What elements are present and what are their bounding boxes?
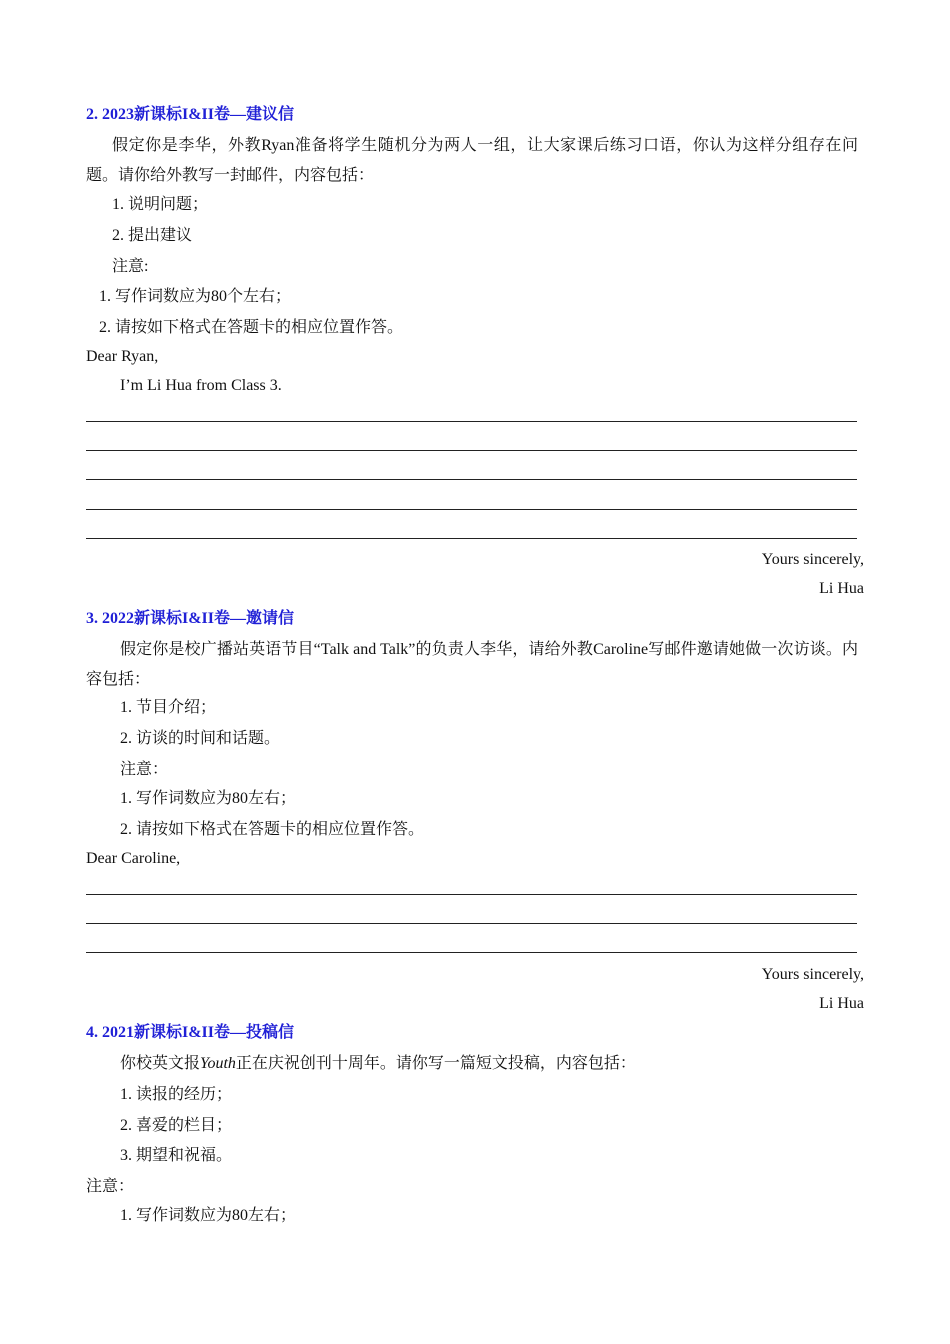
section-4-heading: 4. 2021新课标I&II卷—投稿信 bbox=[86, 1024, 295, 1041]
section-4-item-1: 1. 读报的经历； bbox=[120, 1086, 233, 1103]
section-2-closing: Yours sincerely, bbox=[761, 551, 864, 568]
section-2-signature: Li Hua bbox=[819, 580, 864, 597]
answer-line bbox=[86, 450, 857, 451]
section-3-prompt: 假定你是校广播站英语节目“Talk and Talk”的负责人李华，请给外教Caroline写邮件邀请她做一次访谈。内容包括： bbox=[86, 641, 858, 688]
section-4-note-label: 注意： bbox=[86, 1178, 135, 1195]
section-2-item-1: 1. 说明问题； bbox=[112, 196, 209, 213]
section-3-note-label: 注意： bbox=[120, 761, 169, 778]
section-3-greeting: Dear Caroline, bbox=[86, 850, 181, 867]
section-3-item-1: 1. 节目介绍； bbox=[120, 699, 217, 716]
answer-line bbox=[86, 952, 857, 953]
answer-line bbox=[86, 509, 857, 510]
answer-line bbox=[86, 923, 857, 924]
section-2-opening: I’m Li Hua from Class 3. bbox=[120, 377, 282, 394]
section-2-note-label: 注意: bbox=[112, 258, 149, 275]
section-3-note-2: 2. 请按如下格式在答题卡的相应位置作答。 bbox=[120, 821, 425, 838]
section-3-signature: Li Hua bbox=[819, 995, 864, 1012]
section-2-prompt: 假定你是李华，外教Ryan准备将学生随机分为两人一组，让大家课后练习口语，你认为这样分组存在问题。请你给外教写一封邮件，内容包括： bbox=[86, 137, 858, 184]
section-4-item-3: 3. 期望和祝福。 bbox=[120, 1147, 233, 1164]
section-3-heading: 3. 2022新课标I&II卷—邀请信 bbox=[86, 610, 295, 627]
section-3-note-1: 1. 写作词数应为80左右； bbox=[120, 790, 297, 807]
newspaper-title: Youth bbox=[200, 1055, 236, 1072]
answer-line bbox=[86, 479, 857, 480]
section-2-note-1: 1. 写作词数应为80个左右； bbox=[99, 288, 292, 305]
section-4-prompt bbox=[120, 1054, 636, 1074]
section-3-closing: Yours sincerely, bbox=[761, 966, 864, 983]
answer-line bbox=[86, 894, 857, 895]
section-2-note-2: 2. 请按如下格式在答题卡的相应位置作答。 bbox=[99, 319, 404, 336]
section-2-item-2: 2. 提出建议 bbox=[112, 227, 193, 244]
answer-line bbox=[86, 421, 857, 422]
section-4-prompt-before: 你校英文报 bbox=[120, 1055, 201, 1072]
section-4-note-1: 1. 写作词数应为80左右； bbox=[120, 1207, 297, 1224]
section-4-item-2: 2. 喜爱的栏目； bbox=[120, 1117, 233, 1134]
section-3-item-2: 2. 访谈的时间和话题。 bbox=[120, 730, 281, 747]
answer-line bbox=[86, 538, 857, 539]
section-4-prompt-after: 正在庆祝创刊十周年。请你写一篇短文投稿，内容包括： bbox=[235, 1055, 636, 1072]
section-2-heading: 2. 2023新课标I&II卷—建议信 bbox=[86, 106, 295, 123]
section-2-greeting: Dear Ryan, bbox=[86, 348, 159, 365]
